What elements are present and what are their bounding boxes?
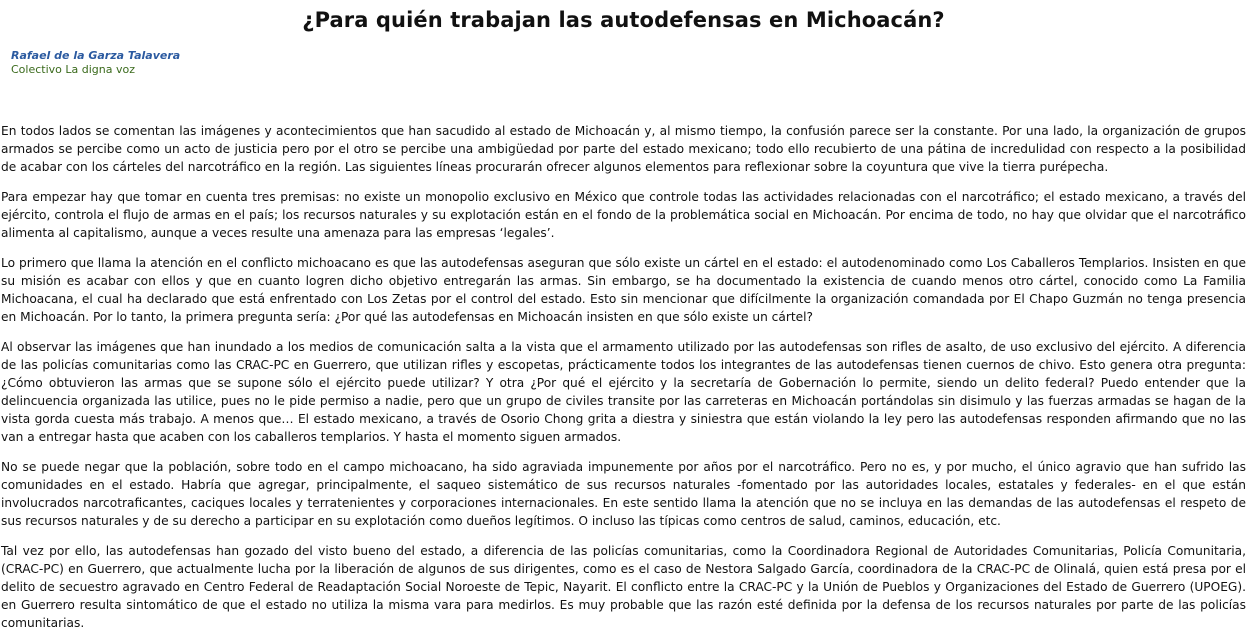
article-body bbox=[1, 122, 1246, 632]
paragraph-3: Lo primero que llama la atención en el conflicto michoacano es que las autodefensas aseguran que sólo existe un cártel en el estado: el autodenominado como Los Caballeros Templarios. Insisten en que su misión es acabar con ellos y que en cuanto logren dicho objetivo entregarán las armas. Sin embargo, se ha documentado la existencia de cuando menos otro cártel, conocido como La Familia Michoacana, el cual ha declarado que está enfrentado con Los Zetas por el control del estado. Esto sin mencionar que difícilmente la organización comandada por El Chapo Guzmán no tenga presencia en Michoacán. Por lo tanto, la primera pregunta sería: ¿Por qué las autodefensas en Michoacán insisten en que sólo existe un cártel? bbox=[1, 256, 1246, 324]
paragraph-5: No se puede negar que la población, sobre todo en el campo michoacano, ha sido agraviada impunemente por años por el narcotráfico. Pero no es, y por mucho, el único agravio que han sufrido las comunidades en el estado. Habría que agregar, principalmente, el saqueo sistemático de sus recursos naturales -fomentado por las autoridades locales, estatales y federales- en el que están involucrados narcotraficantes, caciques locales y terratenientes y corporaciones internacionales. En este sentido llama la atención que no se incluya en las demandas de las autodefensas el respeto de sus recursos naturales y de su derecho a participar en su explotación como dueños legítimos. O incluso las típicas como centros de salud, caminos, educación, etc. bbox=[1, 460, 1246, 528]
author-collective: Colectivo La digna voz bbox=[11, 63, 135, 76]
author-name: Rafael de la Garza Talavera bbox=[11, 49, 181, 62]
paragraph-4: Al observar las imágenes que han inundado a los medios de comunicación salta a la vista que el armamento utilizado por las autodefensas son rifles de asalto, de uso exclusivo del ejército. A diferencia de las policías comunitarias como las CRAC-PC en Guerrero, que utilizan rifles y escopetas, prácticamente todos los integrantes de las autodefensas tienen cuernos de chivo. Esto genera otra pregunta: ¿Cómo obtuvieron las armas que se supone sólo el ejército puede utilizar? Y otra ¿Por qué el ejército y la secretaría de Gobernación lo permite, siendo un delito federal? Puedo entender que la delincuencia organizada las utilice, pues no le pide permiso a nadie, pero que un grupo de civiles transite por las carreteras en Michoacán portándolas sin disimulo y las fuerzas armadas se hagan de la vista gorda cuesta más trabajo. A menos que… El estado mexicano, a través de Osorio Chong grita a diestra y siniestra que están violando la ley pero las autodefensas responden afirmando que no las van a entregar hasta que acaben con los caballeros templarios. Y hasta el momento siguen armados. bbox=[1, 340, 1246, 444]
article-title: ¿Para quién trabajan las autodefensas en Michoacán? bbox=[302, 8, 945, 32]
paragraph-2: Para empezar hay que tomar en cuenta tres premisas: no existe un monopolio exclusivo en México que controle todas las actividades relacionadas con el narcotráfico; el estado mexicano, a través del ejército, controla el flujo de armas en el país; los recursos naturales y su explotación están en el fondo de la problemática social en Michoacán. Por encima de todo, no hay que olvidar que el narcotráfico alimenta al capitalismo, aunque a veces resulte una amenaza para las empresas ‘legales’. bbox=[1, 190, 1246, 240]
paragraph-1: En todos lados se comentan las imágenes y acontecimientos que han sacudido al estado de Michoacán y, al mismo tiempo, la confusión parece ser la constante. Por una lado, la organización de grupos armados se percibe como un acto de justicia pero por el otro se percibe una ambigüedad por parte del estado mexicano; todo ello recubierto de una pátina de incredulidad con respecto a la posibilidad de acabar con los cárteles del narcotráfico en la región. Las siguientes líneas procurarán ofrecer algunos elementos para reflexionar sobre la coyuntura que vive la tierra purépecha. bbox=[1, 124, 1246, 174]
paragraph-6: Tal vez por ello, las autodefensas han gozado del visto bueno del estado, a diferencia de las policías comunitarias, como la Coordinadora Regional de Autoridades Comunitarias, Policía Comunitaria, (CRAC-PC) en Guerrero, que actualmente lucha por la liberación de algunos de sus dirigentes, como es el caso de Nestora Salgado García, coordinadora de la CRAC-PC de Olinalá, quien está presa por el delito de secuestro agravado en Centro Federal de Readaptación Social Noroeste de Tepic, Nayarit. El conflicto entre la CRAC-PC y la Unión de Pueblos y Organizaciones del Estado de Guerrero (UPOEG). en Guerrero resulta sintomático de que el estado no utiliza la misma vara para medirlos. Es muy probable que las razón esté definida por la defensa de los recursos naturales por parte de las policías comunitarias. bbox=[1, 544, 1246, 630]
byline bbox=[11, 49, 1246, 77]
